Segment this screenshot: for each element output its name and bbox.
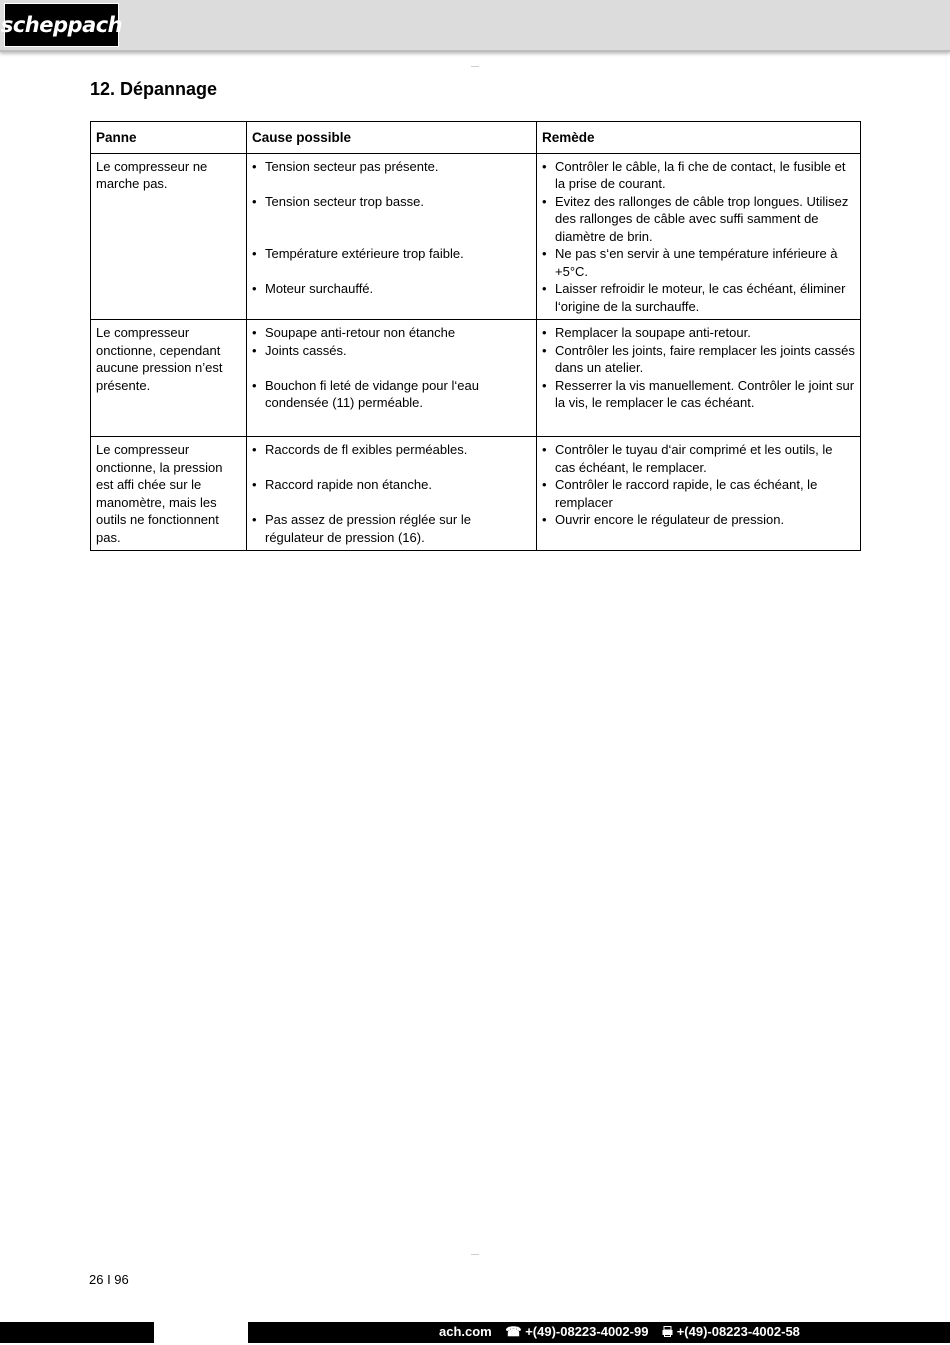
cause-list [252, 324, 531, 412]
cause-item: • Raccord rapide non étanche. [252, 476, 531, 494]
cause-item: • Tension secteur pas présente. [252, 158, 531, 176]
remede-item: • Ne pas s‘en servir à une température inférieure à +5°C. [542, 245, 855, 280]
remede-item: • Laisser refroidir le moteur, le cas échéant, éliminer l‘origine de la surchauffe. [542, 280, 855, 315]
panne-cell: Le compresseur onctionne, la pression est affi chée sur le manomètre, mais les outils ne fonctionnent pas. [91, 437, 247, 551]
cause-item: • Température extérieure trop faible. [252, 245, 531, 263]
footer-gap [154, 1322, 248, 1343]
fax-icon [662, 1324, 677, 1339]
cause-item: • Pas assez de pression réglée sur le régulateur de pression (16). [252, 511, 531, 546]
remede-cell [537, 437, 861, 551]
section-title: 12. Dépannage [90, 79, 218, 99]
page-number: 26 I 96 [89, 1272, 129, 1287]
remede-item: • Ouvrir encore le régulateur de pression. [542, 511, 855, 529]
remede-item: • Contrôler le raccord rapide, le cas échéant, le remplacer [542, 476, 855, 511]
cause-item: • Raccords de fl exibles perméables. [252, 441, 531, 459]
remede-cell [537, 320, 861, 437]
cause-item: • Joints cassés. [252, 342, 531, 360]
remede-item: • Remplacer la soupape anti-retour. [542, 324, 855, 342]
remede-item: • Contrôler le câble, la fi che de contact, le fusible et la prise de courant. [542, 158, 855, 193]
header-band [0, 0, 950, 52]
troubleshooting-table [90, 121, 861, 551]
remede-list [542, 158, 855, 316]
footer-fax: +(49)-08223-4002-58 [676, 1324, 800, 1339]
table-row [91, 320, 861, 437]
remede-cell [537, 153, 861, 320]
cause-cell [247, 437, 537, 551]
table-row [91, 153, 861, 320]
table-header-row [91, 122, 861, 154]
remede-list [542, 441, 855, 529]
remede-item: • Evitez des rallonges de câble trop longues. Utilisez des rallonges de câble avec suffi samment de diamètre de brin. [542, 193, 855, 246]
cause-item: • Soupape anti-retour non étanche [252, 324, 531, 342]
remede-item: • Contrôler les joints, faire remplacer les joints cassés dans un atelier. [542, 342, 855, 377]
header-panne: Panne [91, 122, 247, 154]
header-remede: Remède [537, 122, 861, 154]
remede-list [542, 324, 855, 412]
footer-web: ach.com [439, 1324, 492, 1339]
brand-logo-text: scheppach [0, 13, 123, 37]
table-row [91, 437, 861, 551]
brand-logo [0, 3, 123, 47]
cause-list [252, 158, 531, 298]
panne-cell: Le compresseur onctionne, cependant aucune pression n’est présente. [91, 320, 247, 437]
crop-mark [471, 1254, 479, 1255]
cause-cell [247, 153, 537, 320]
phone-icon: ☎ [505, 1324, 522, 1339]
panne-cell: Le compresseur ne marche pas. [91, 153, 247, 320]
cause-item: • Tension secteur trop basse. [252, 193, 531, 211]
footer-phone: +(49)-08223-4002-99 [525, 1324, 649, 1339]
cause-cell [247, 320, 537, 437]
footer-contact [439, 1324, 800, 1340]
header-cause: Cause possible [247, 122, 537, 154]
cause-list [252, 441, 531, 546]
crop-mark [471, 66, 479, 67]
remede-item: • Contrôler le tuyau d‘air comprimé et les outils, le cas échéant, le remplacer. [542, 441, 855, 476]
cause-item: • Bouchon fi leté de vidange pour l‘eau condensée (11) perméable. [252, 377, 531, 412]
remede-item: • Resserrer la vis manuellement. Contrôler le joint sur la vis, le remplacer le cas échéant. [542, 377, 855, 412]
cause-item: • Moteur surchauffé. [252, 280, 531, 298]
